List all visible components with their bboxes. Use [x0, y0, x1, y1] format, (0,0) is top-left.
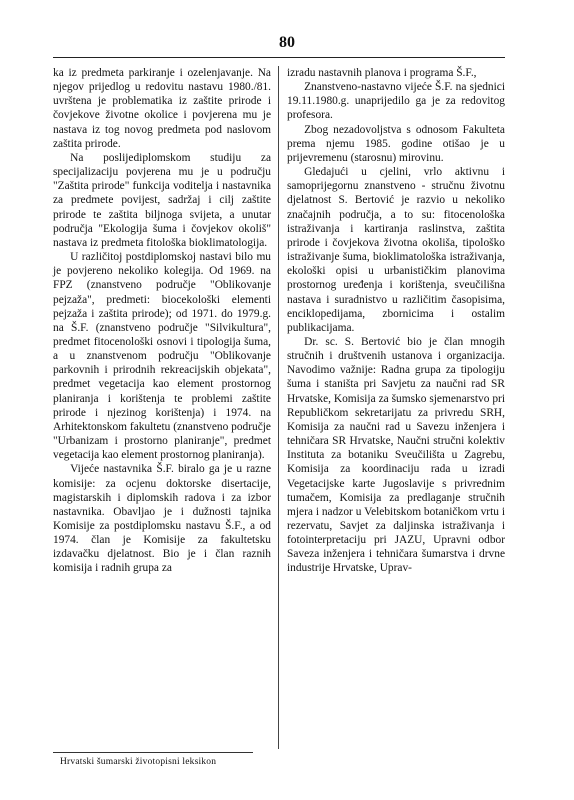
paragraph: izradu nastavnih planova i programa Š.F.,: [287, 67, 477, 79]
footer-title: Hrvatski šumarski životopisni leksikon: [60, 757, 217, 767]
paragraph: Vijeće nastavnika Š.F. biralo ga je u razne komisije: za ocjenu doktorske disertacije, magistarskih i diplomskih radova i za izbor nastavnika. Obavljao je i dužnosti tajnika Komisije za postdiplomsku nastavu Š.F., a od 1974. član je Komisije za fakultetsku izdavačku djelatnost. Bio je i član raznih komisija i radnih grupa za: [53, 463, 271, 575]
paragraph: U različitoj postdiplomskoj nastavi bilo mu je povjereno nekoliko kolegija. Od 1969. na FPZ (znanstveno područje "Oblikovanje pejzaža", predmeti: biocekološki elementi pejzaža i zaštita prirode); od 1971. do 1979.g. na Š.F. (znanstveno područje "Silvikultura", predmet fitocenološki osnovi i tipologija šuma, a u znanstvenom području "Oblikovanje parkovnih i prirodnih rekreacijskih objekata", predmet vegetacija kao element prostornog planiranja i korištenja te problemi zaštite prirode i njezinog korištenja) i 1974. na Arhitektonskom fakultetu (znanstveno područje "Urbanizam i prostorno planiranje", predmet vegetacija kao element prostornog planiranja).: [53, 251, 271, 462]
footer-rule: [53, 752, 253, 753]
paragraph: Na poslijediplomskom studiju za specijalizaciju povjerena mu je u području "Zaštita prirode" funkcija voditelja i nastavnika za predmete povijest, sadržaj i cilj zaštite prirode te zaštita biljnoga svijeta, a unutar područja "Ekologija šuma i čovjekov okoliš" nastava iz predmeta fitološka bioklimatologija.: [53, 151, 271, 249]
column-divider: [278, 66, 279, 749]
right-column: [287, 66, 505, 576]
paragraph: ka iz predmeta parkiranje i ozelenjavanje. Na njegov prijedlog u redovitu nastavu 1980./81. uvrštena je problematika iz zaštite prirode i čovjekove životne okolice i povjerena mu je nastava iz tog novog predmeta pod naslovom zaštita prirode.: [53, 67, 271, 150]
paragraph: Znanstveno-nastavno vijeće Š.F. na sjednici 19.11.1980.g. unaprijedilo ga je za redovitog profesora.: [287, 81, 505, 122]
paragraph: Zbog nezadovoljstva s odnosom Fakulteta prema njemu 1985. godine otišao je u prijevremenu (starosnu) mirovinu.: [287, 123, 505, 164]
left-column: [53, 66, 271, 576]
paragraph: Dr. sc. S. Bertović bio je član mnogih stručnih i društvenih ustanova i organizacija. Navodimo važnije: Radna grupa za tipologiju šuma i staništa pri Savjetu za naučni rad SR Hrvatske, Komisija za šumsko sjemenarstvo pri Republičkom sekretarijatu za privredu SRH, Komisija za naučni rad u Savezu inženjera i tehničara SR Hrvatske, Naučni stručni kolektiv Instituta za botaniku Sveučilišta u Zagrebu, Komisija za koordinaciju rada u izradi Vegetacijske karte Jugoslavije s privrednim tumačem, Komisija za predlaganje stručnih mjera i nadzor u Velebitskom botaničkom vrtu i rezervatu, Savjet za daljinska istraživanja i fotointerpretaciju pri JAZU, Upravni odbor Saveza inženjera i tehničara šumarstva i drvne industrije Hrvatske, Uprav-: [287, 335, 505, 575]
paragraph: Gledajući u cjelini, vrlo aktivnu i samoprijegornu znanstveno - stručnu životnu djelatnost S. Bertović je razvio u nekoliko značajnih područja, a to su: fitocenološka istraživanja i kartiranja raslinstva, zaštita prirode i čovjekova životna okoliša, tipološko istraživanje šuma, bioklimatološka istraživanja, ekološki opisi u urbanističkim planovima prostornog uređenja i korištenja, sveučilišna nastava i suradnistvo u različitim časopisima, enciklopedijama, zbornicima i ostalim publikacijama.: [287, 166, 505, 334]
header-rule: [53, 57, 505, 58]
page-number: 80: [279, 34, 295, 51]
